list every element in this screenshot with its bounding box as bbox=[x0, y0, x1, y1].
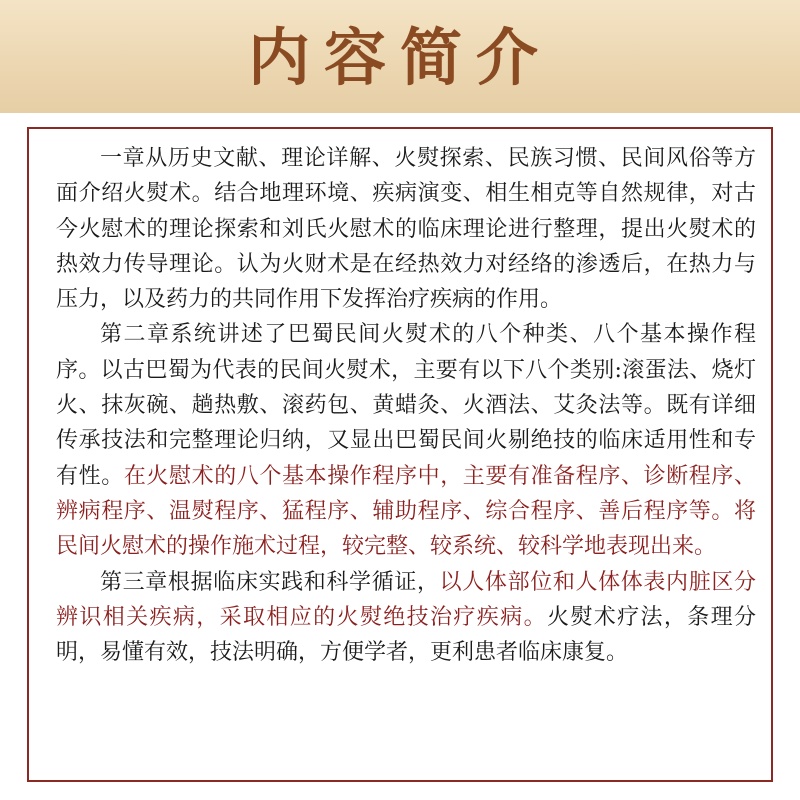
paragraph-chapter-3-outro: 火熨术疗法，条理分明，易懂有效，技法明确，方便学者，更利患者临床康复。 bbox=[56, 604, 756, 666]
paragraph-chapter-2-text: 第二章系统讲述了巴蜀民间火熨术的八个种类、八个基本操作程序。以古巴蜀为代表的民间火熨术，主要有以下八个类别:滚蛋法、烧灯火、抹灰碗、趟热敷、滚药包、黄蜡灸、火酒法、艾灸法等。既有详细传承技法和完整理论归纳，又显出巴蜀民间火剔绝技的临床适用性和专有性。 bbox=[56, 322, 756, 489]
paragraph-chapter-1 bbox=[56, 141, 756, 317]
paragraph-chapter-3 bbox=[56, 565, 756, 671]
paragraph-chapter-2-highlight: 在火慰术的八个基本操作程序中，主要有准备程序、诊断程序、辨病程序、温熨程序、猛程序、辅助程序、综合程序、善后程序等。将民间火慰术的操作施术过程，较完整、较系统、较科学地表现出来。 bbox=[56, 463, 756, 560]
paragraph-chapter-3-highlight: 以人体部位和人体体表内脏区分辨识相关疾病，采取相应的火熨绝技治疗疾病。 bbox=[56, 569, 756, 630]
paragraph-chapter-1-text: 一章从历史文献、理论详解、火熨探索、民族习惯、民间风俗等方面介绍火熨术。结合地理环境、疾病演变、相生相克等自然规律，对古今火慰术的理论探索和刘氏火慰术的临床理论进行整理，提出火熨术的热效力传导理论。认为火财术是在经热效力对经络的渗透后，在热力与压力，以及药力的共同作用下发挥治疗疾病的作用。 bbox=[56, 146, 756, 313]
page-title: 内容简介 bbox=[247, 21, 552, 94]
paragraph-chapter-2 bbox=[56, 317, 756, 564]
paragraph-chapter-3-intro: 第三章根据临床实践和科学循证， bbox=[100, 569, 440, 595]
text-body bbox=[56, 141, 756, 670]
